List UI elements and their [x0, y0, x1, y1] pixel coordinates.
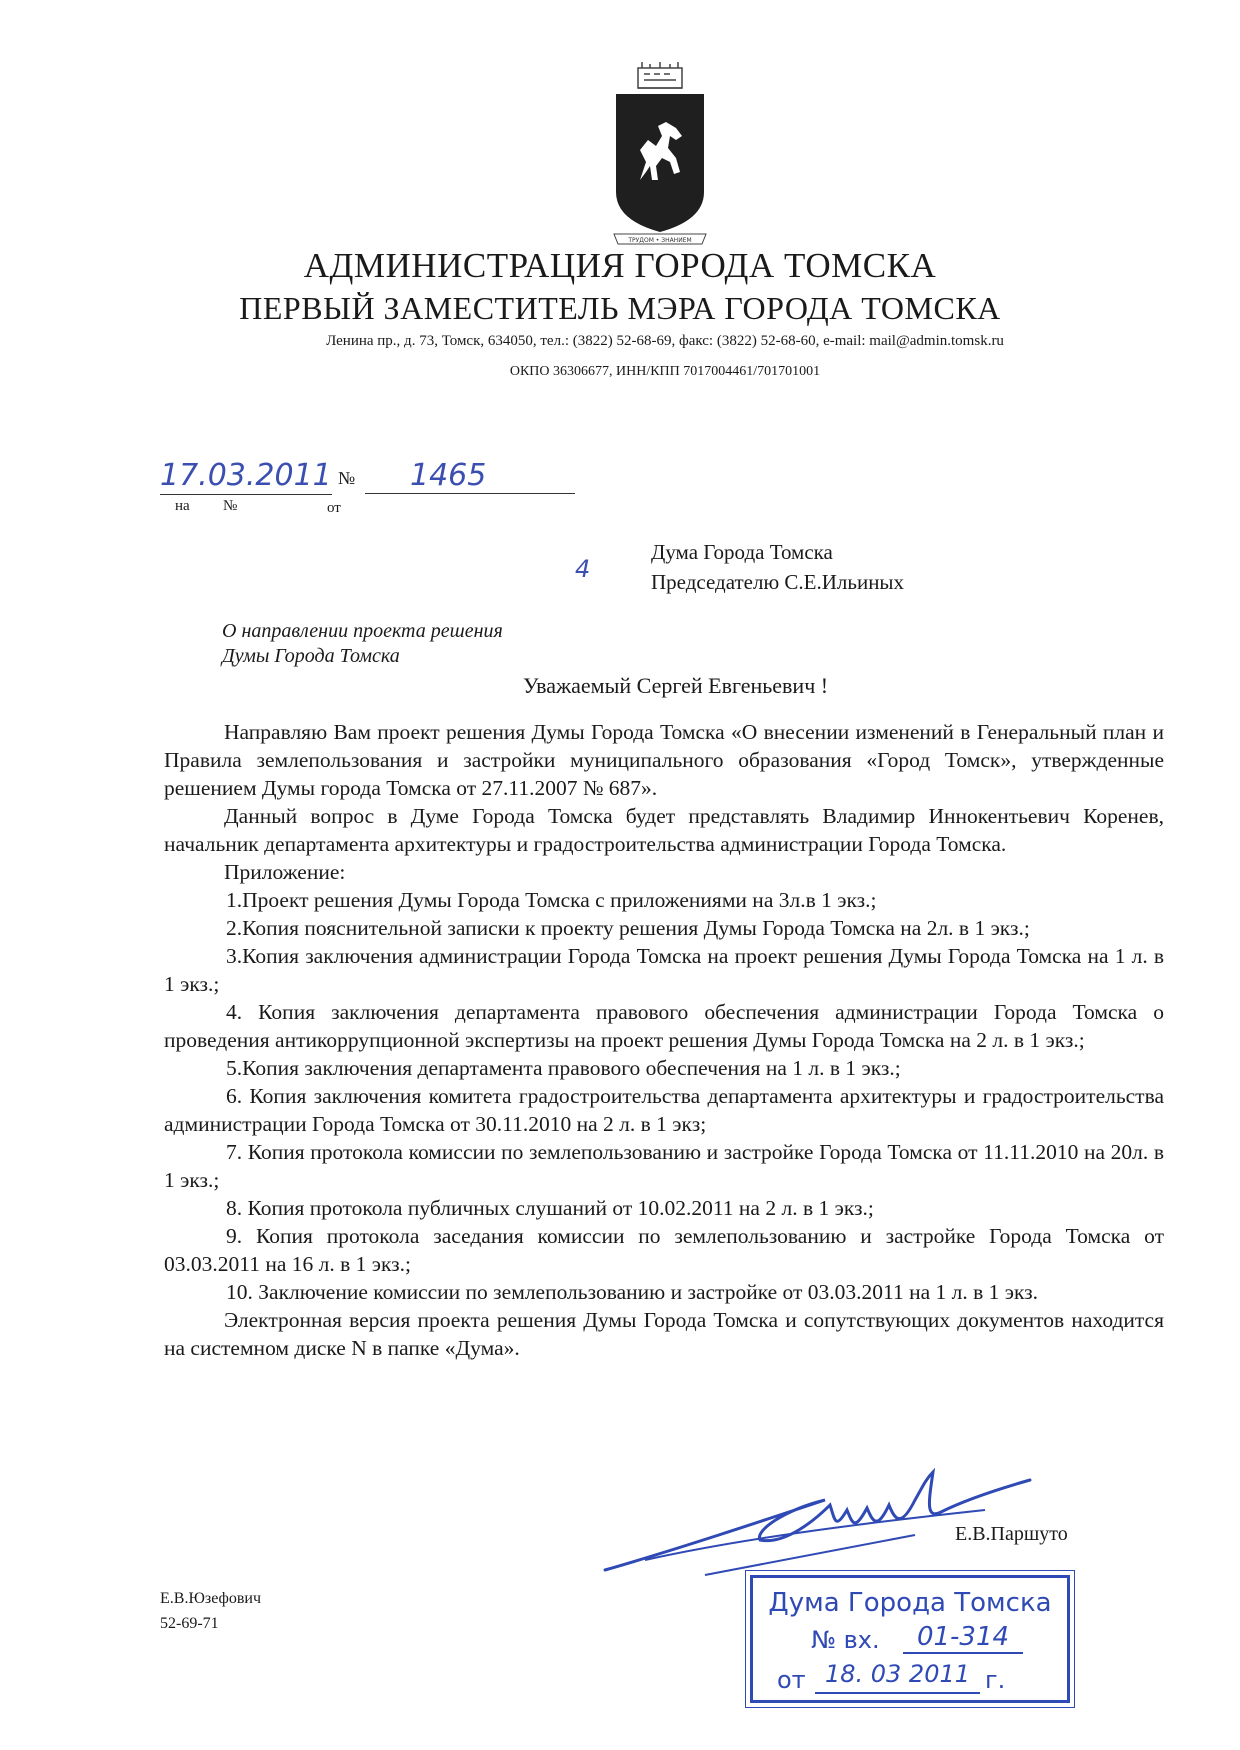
- signature-icon: [585, 1450, 1045, 1590]
- outgoing-number: 1465: [365, 458, 575, 494]
- attachment-item: 8. Копия протокола публичных слушаний от 10.02.2011 на 2 л. в 1 экз.;: [226, 1196, 874, 1220]
- body-paragraph: Направляю Вам проект решения Думы Города Томска «О внесении изменений в Генеральный план и Правила землепользования и застройки муниципального образования «Город Томск», утвержденные решением Думы города Томска от 27.11.2007 № 687».: [164, 720, 1164, 800]
- attachments-label: Приложение:: [224, 860, 346, 884]
- number-sign: №: [338, 468, 356, 488]
- attachment-item: 9. Копия протокола заседания комиссии по землепользованию и застройке Города Томска от 03.03.2011 на 16 л. в 1 экз.;: [164, 1224, 1164, 1276]
- stamp-number-label: № вх.: [811, 1626, 880, 1654]
- attachment-item: 4. Копия заключения департамента правового обеспечения администрации Города Томска о проведения антикоррупционной экспертизы на проект решения Думы Города Томска на 2 л. в 1 экз.;: [164, 1000, 1164, 1052]
- recipient-person: Председателю С.Е.Ильиных: [651, 570, 905, 594]
- attachment-item: 7. Копия протокола комиссии по землепользованию и застройке Города Томска от 11.11.2010 на 20л. в 1 экз.;: [164, 1140, 1164, 1192]
- body-paragraph: Данный вопрос в Думе Города Томска будет представлять Владимир Иннокентьевич Коренев, начальник департамента архитектуры и градостроительства администрации Города Томска.: [164, 804, 1164, 856]
- incoming-stamp: [750, 1575, 1070, 1703]
- salutation: Уважаемый Сергей Евгеньевич !: [523, 673, 829, 698]
- org-name: АДМИНИСТРАЦИЯ ГОРОДА ТОМСКА: [303, 246, 937, 285]
- handwritten-mark: 4: [575, 555, 591, 583]
- tomsk-coat-of-arms-icon: [610, 62, 710, 252]
- reply-date-label: от: [327, 500, 341, 516]
- body-paragraph: Электронная версия проекта решения Думы Города Томска и сопутствующих документов находится на системном диске N в папке «Дума».: [164, 1308, 1164, 1360]
- reply-number-sign: №: [223, 498, 238, 514]
- outgoing-date: 17.03.2011: [160, 458, 332, 493]
- stamp-number: 01-314: [903, 1622, 1023, 1654]
- executor-phone: 52-69-71: [160, 1615, 219, 1632]
- letter-body: [164, 718, 1164, 1362]
- attachment-item: 5.Копия заключения департамента правового обеспечения на 1 л. в 1 экз.;: [226, 1056, 901, 1080]
- address-line: Ленина пр., д. 73, Томск, 634050, тел.: (3822) 52-68-69, факс: (3822) 52-68-60, e-mail: mail@admin.tomsk.ru: [326, 333, 1004, 349]
- stamp-date-label: от: [777, 1666, 806, 1694]
- attachment-item: 10. Заключение комиссии по землепользованию и застройке от 03.03.2011 на 1 л. в 1 экз.: [226, 1280, 1039, 1304]
- subject-line-2: Думы Города Томска: [222, 645, 400, 667]
- recipient-organization: Дума Города Томска: [651, 540, 833, 564]
- attachment-item: 6. Копия заключения комитета градостроительства департамента архитектуры и градостроительства администрации Города Томска от 30.11.2010 на 2 л. в 1 экз;: [164, 1084, 1164, 1136]
- attachment-item: 1.Проект решения Думы Города Томска с приложениями на 3л.в 1 экз.;: [226, 888, 877, 912]
- subject-line-1: О направлении проекта решения: [222, 620, 503, 642]
- executor-name: Е.В.Юзефович: [160, 1590, 262, 1607]
- stamp-year-suffix: г.: [985, 1666, 1006, 1694]
- coat-motto: ТРУДОМ • ЗНАНИЕМ: [628, 237, 692, 244]
- attachment-item: 3.Копия заключения администрации Города Томска на проект решения Думы Города Томска на 1 л. в 1 экз.;: [164, 944, 1164, 996]
- reply-to-label: на: [175, 498, 190, 514]
- official-title: ПЕРВЫЙ ЗАМЕСТИТЕЛЬ МЭРА ГОРОДА ТОМСКА: [239, 290, 1001, 326]
- stamp-date: 18. 03 2011: [815, 1660, 980, 1694]
- stamp-title: Дума Города Томска: [768, 1588, 1052, 1618]
- signatory-name: Е.В.Паршуто: [955, 1523, 1068, 1545]
- attachment-item: 2.Копия пояснительной записки к проекту решения Думы Города Томска на 2л. в 1 экз.;: [226, 916, 1030, 940]
- registry-codes: ОКПО 36306677, ИНН/КПП 7017004461/701701001: [509, 364, 821, 379]
